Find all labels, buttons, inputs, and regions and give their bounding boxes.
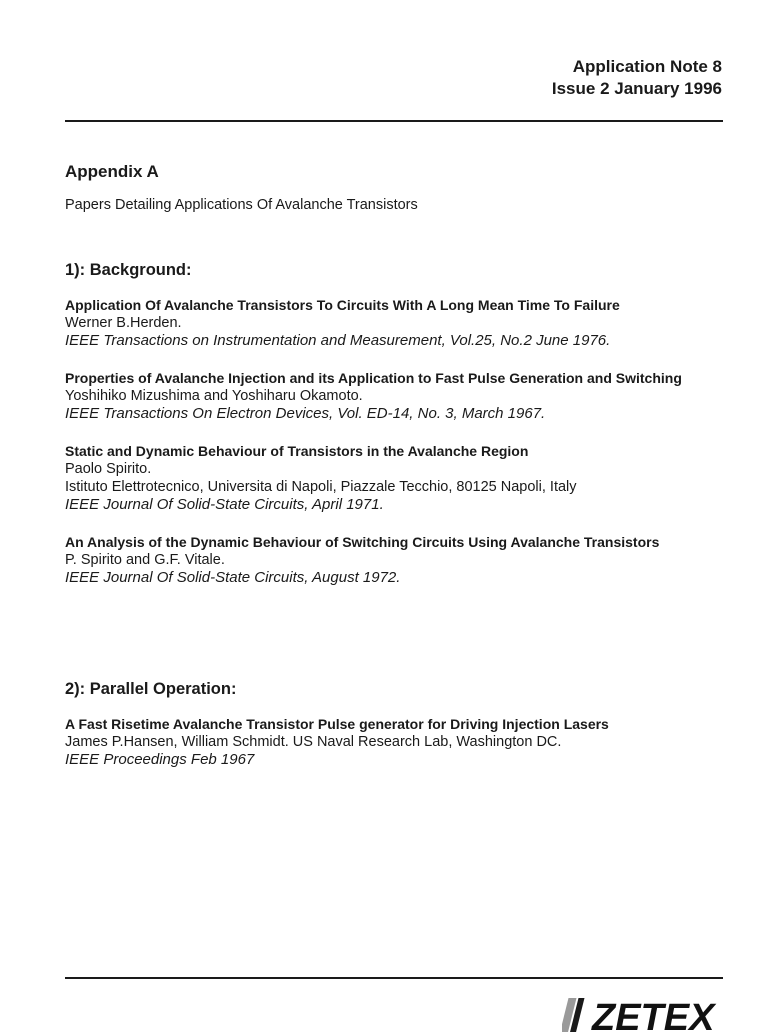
- reference-title: Properties of Avalanche Injection and its Application to Fast Pulse Generation and Switching: [65, 370, 682, 386]
- application-note-number: Application Note 8: [572, 57, 722, 76]
- reference-title: An Analysis of the Dynamic Behaviour of Switching Circuits Using Avalanche Transistors: [65, 534, 660, 550]
- header-divider: [65, 120, 723, 122]
- section-heading-parallel-operation: 2): Parallel Operation:: [65, 680, 237, 698]
- reference-item: [65, 533, 723, 587]
- reference-authors: Yoshihiko Mizushima and Yoshiharu Okamoto.: [65, 388, 363, 404]
- reference-title: Static and Dynamic Behaviour of Transistors in the Avalanche Region: [65, 443, 529, 459]
- reference-title: A Fast Risetime Avalanche Transistor Pulse generator for Driving Injection Lasers: [65, 716, 609, 732]
- document-header: [552, 56, 722, 100]
- reference-title: Application Of Avalanche Transistors To Circuits With A Long Mean Time To Failure: [65, 297, 620, 313]
- reference-item: [65, 442, 723, 514]
- reference-affiliation: Istituto Elettrotecnico, Universita di Napoli, Piazzale Tecchio, 80125 Napoli, Italy: [65, 479, 577, 495]
- reference-journal: IEEE Transactions on Instrumentation and Measurement, Vol.25, No.2 June 1976.: [65, 332, 611, 349]
- zetex-logo-icon: [562, 992, 732, 1032]
- reference-authors: James P.Hansen, William Schmidt. US Naval Research Lab, Washington DC.: [65, 734, 562, 750]
- reference-item: [65, 369, 723, 423]
- reference-journal: IEEE Transactions On Electron Devices, Vol. ED-14, No. 3, March 1967.: [65, 405, 546, 422]
- appendix-subtitle: Papers Detailing Applications Of Avalanche Transistors: [65, 197, 418, 213]
- footer-divider: [65, 977, 723, 979]
- section-heading-background: 1): Background:: [65, 261, 192, 279]
- reference-authors: Werner B.Herden.: [65, 315, 182, 331]
- reference-item: [65, 296, 723, 350]
- reference-list-background: [65, 296, 723, 606]
- reference-authors: Paolo Spirito.: [65, 461, 152, 477]
- reference-journal: IEEE Journal Of Solid-State Circuits, April 1971.: [65, 496, 384, 513]
- reference-list-parallel-operation: [65, 715, 723, 788]
- reference-journal: IEEE Proceedings Feb 1967: [65, 751, 255, 768]
- reference-journal: IEEE Journal Of Solid-State Circuits, August 1972.: [65, 569, 401, 586]
- logo-wordmark: ZETEX: [592, 997, 715, 1032]
- reference-authors: P. Spirito and G.F. Vitale.: [65, 552, 225, 568]
- reference-item: [65, 715, 723, 769]
- appendix-title: Appendix A: [65, 162, 159, 181]
- issue-date: Issue 2 January 1996: [551, 79, 722, 98]
